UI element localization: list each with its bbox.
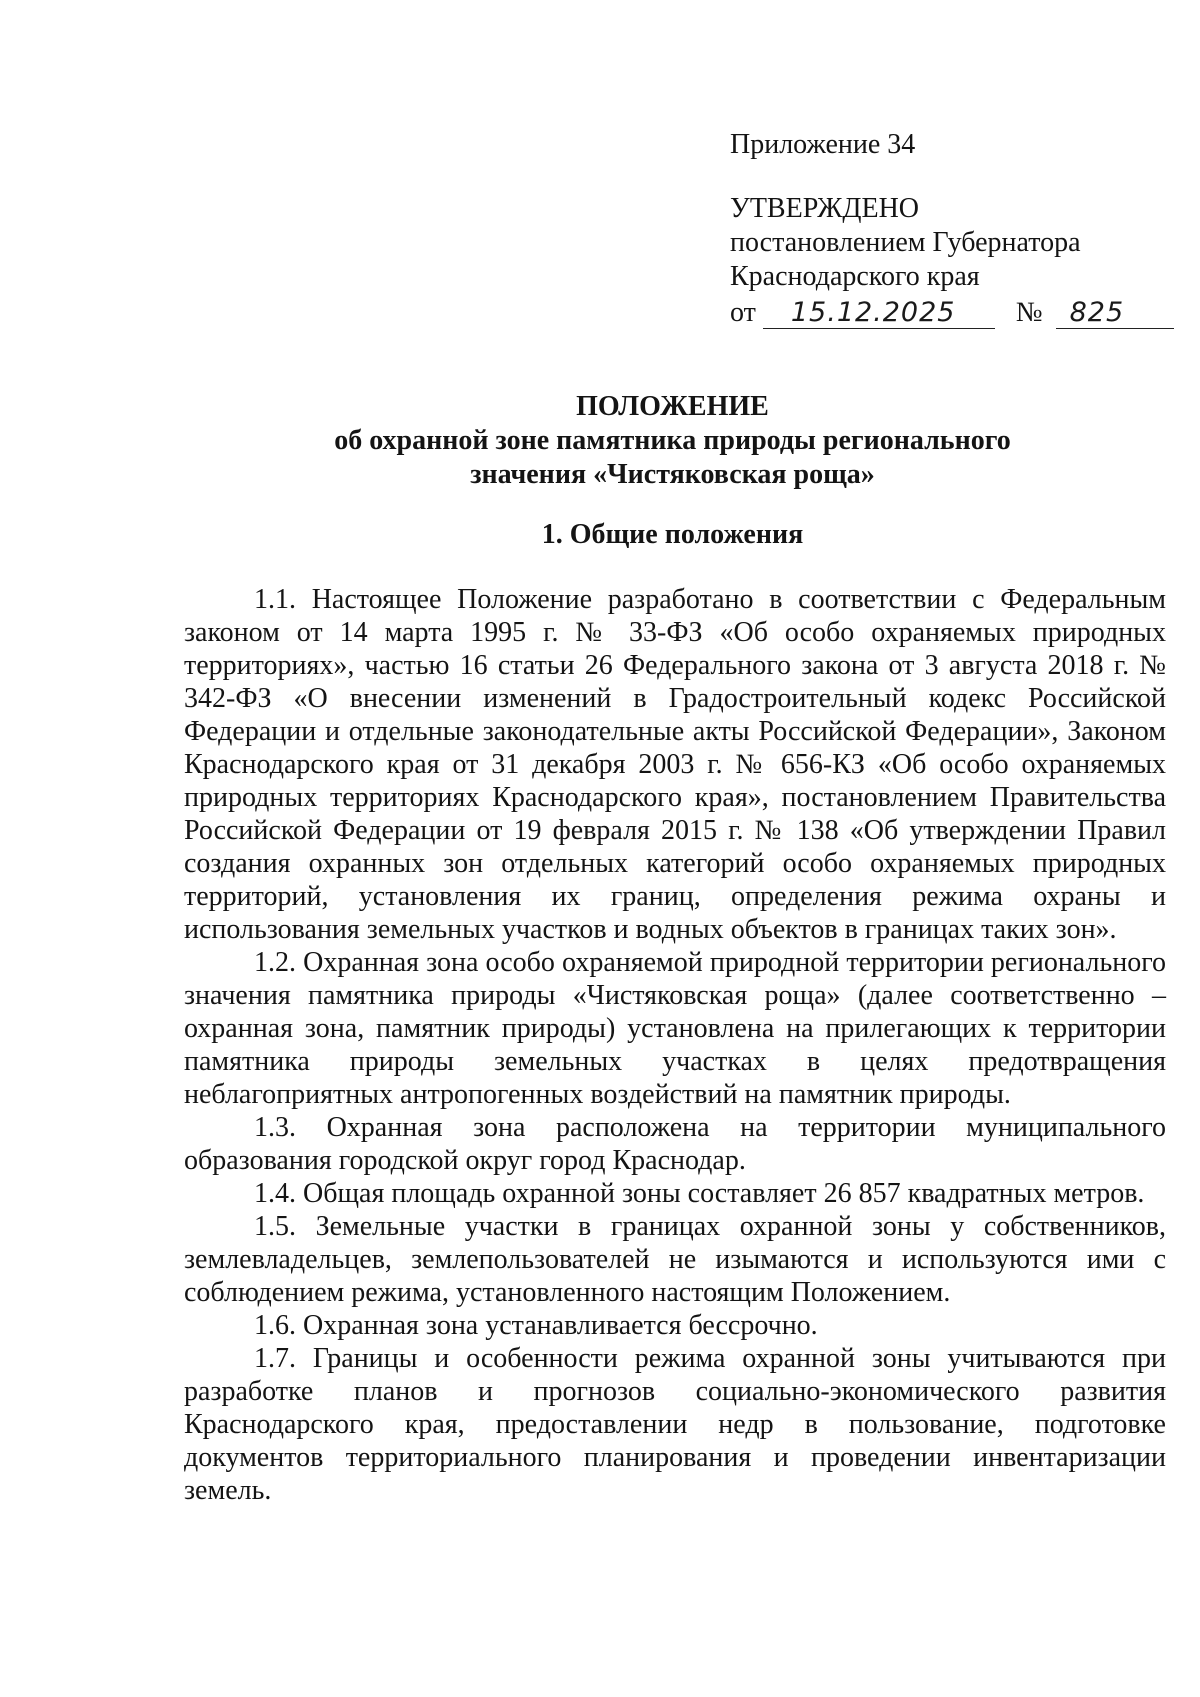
paragraph-1-5: 1.5. Земельные участки в границах охранной зоны у собственников, землевладельцев, землепользователей не изымаются и используются ими с соблюдением режима, установленного настоящим Положением. xyxy=(184,1211,1166,1308)
date-prefix: от xyxy=(730,297,756,328)
document-title: ПОЛОЖЕНИЕ xyxy=(576,391,769,422)
approval-stamp-block xyxy=(730,128,1170,330)
approved-by-line-2: Краснодарского края xyxy=(730,261,980,292)
paragraph-1-7: 1.7. Границы и особенности режима охранной зоны учитываются при разработке планов и прогнозов социально-экономического развития Краснодарского края, предоставлении недр в пользование, подготовке документов территориального планирования и проведении инвентаризации земель. xyxy=(184,1343,1166,1506)
approved-label: УТВЕРЖДЕНО xyxy=(730,193,920,224)
paragraph-1-4: 1.4. Общая площадь охранной зоны составляет 26 857 квадратных метров. xyxy=(254,1178,1145,1209)
document-subtitle-line-1: об охранной зоне памятника природы регионального xyxy=(334,425,1011,456)
document-title-block xyxy=(180,390,1165,552)
document-body xyxy=(184,583,1166,1507)
paragraph-1-2: 1.2. Охранная зона особо охраняемой природной территории регионального значения памятника природы «Чистяковская роща» (далее соответственно – охранная зона, памятник природы) установлена на прилегающих к территории памятника природы земельных участках в целях предотвращения неблагоприятных антропогенных воздействий на памятник природы. xyxy=(184,947,1166,1110)
document-subtitle-line-2: значения «Чистяковская роща» xyxy=(470,459,875,490)
approved-by-line-1: постановлением Губернатора xyxy=(730,227,1081,258)
handwritten-number: 825 xyxy=(1056,298,1174,329)
paragraph-1-3: 1.3. Охранная зона расположена на территории муниципального образования городской округ город Краснодар. xyxy=(184,1112,1166,1176)
paragraph-1-6: 1.6. Охранная зона устанавливается бессрочно. xyxy=(254,1310,818,1341)
number-sign: № xyxy=(1015,297,1043,328)
date-number-row xyxy=(730,296,1170,330)
section-heading: 1. Общие положения xyxy=(541,519,804,550)
appendix-label: Приложение 34 xyxy=(730,129,916,160)
paragraph-1-1: 1.1. Настоящее Положение разработано в соответствии с Федеральным законом от 14 марта 1995 г. № 33-ФЗ «Об особо охраняемых природных территориях», частью 16 статьи 26 Федерального закона от 3 августа 2018 г. № 342-ФЗ «О внесении изменений в Градостроительный кодекс Российской Федерации и отдельные законодательные акты Российской Федерации», Законом Краснодарского края от 31 декабря 2003 г. № 656-КЗ «Об особо охраняемых природных территориях Краснодарского края», постановлением Правительства Российской Федерации от 19 февраля 2015 г. № 138 «Об утверждении Правил создания охранных зон отдельных категорий особо охраняемых природных территорий, установления их границ, определения режима охраны и использования земельных участков и водных объектов в границах таких зон». xyxy=(184,584,1166,945)
handwritten-date: 15.12.2025 xyxy=(763,298,995,329)
